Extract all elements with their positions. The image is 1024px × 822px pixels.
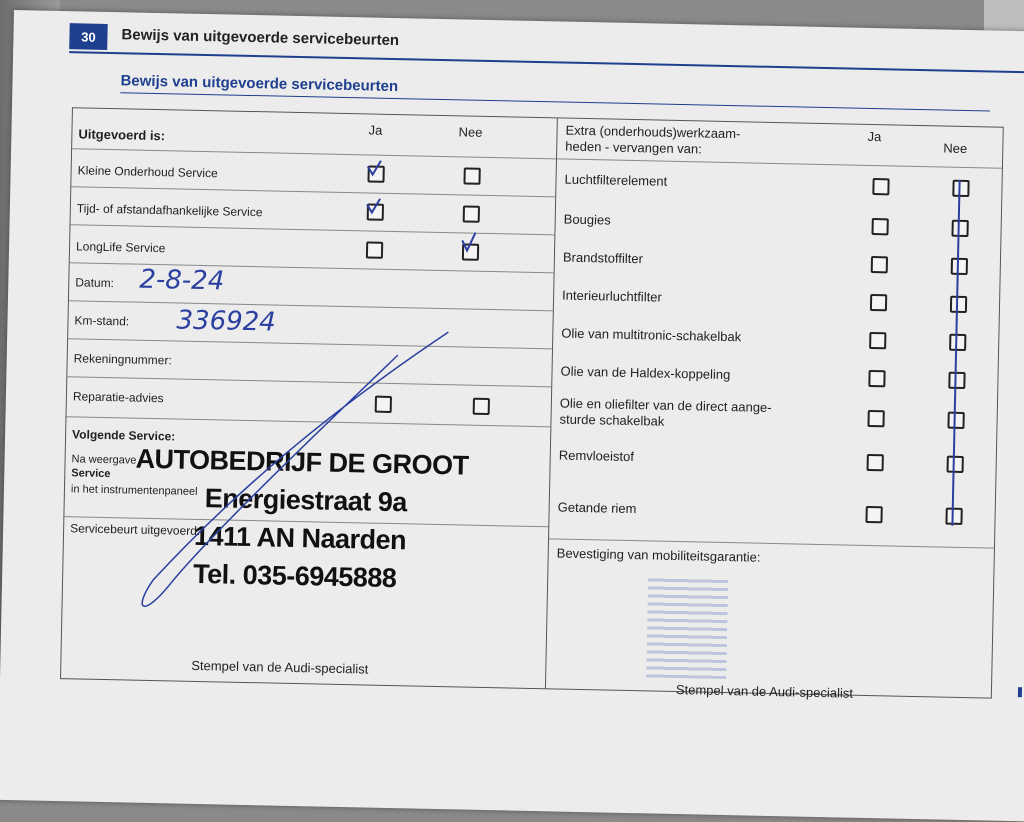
na-weergave-2: Service (71, 467, 111, 481)
row-label: Tijd- of afstandafhankelijke Service (76, 201, 263, 220)
item-brandstoffilter: Brandstoffilter (562, 249, 644, 267)
title-rule (120, 92, 990, 111)
item-interieurluchtfilter: Interieurluchtfilter (561, 287, 663, 305)
item-haldex: Olie van de Haldex-koppeling (560, 363, 731, 383)
right-footer: Stempel van de Audi-specialist (675, 682, 854, 701)
left-header-label: Uitgevoerd is: (78, 126, 166, 144)
edge-mark (1018, 687, 1022, 697)
left-footer: Stempel van de Audi-specialist (191, 657, 369, 677)
item-luchtfilter: Luchtfilterelement (564, 171, 668, 189)
item-olie-oliefilter-line2: sturde schakelbak (559, 411, 665, 429)
km-label: Km-stand: (74, 313, 130, 329)
header-rule (69, 51, 1024, 73)
right-header-line-2: heden - vervangen van: (565, 138, 703, 157)
item-bougies: Bougies (563, 211, 611, 228)
check-mark-3 (462, 232, 475, 250)
mobiliteit-label: Bevestiging van mobiliteitsgarantie: (556, 545, 761, 565)
page-header: Bewijs van uitgevoerde servicebeurten (121, 26, 400, 50)
page-number: 30 (69, 23, 108, 50)
reparatie-label: Reparatie-advies (72, 389, 164, 406)
section-title: Bewijs van uitgevoerde servicebeurten (120, 72, 399, 96)
right-header-ja: Ja (867, 128, 882, 145)
stamp-line-4: Tel. 035-6945888 (192, 558, 397, 594)
uitgevoerd-label: Servicebeurt uitgevoerd: (70, 521, 201, 539)
km-value: 336924 (176, 305, 277, 338)
volgende-label: Volgende Service: (71, 427, 176, 444)
service-form (60, 107, 1004, 701)
stamp-line-3: 1411 AN Naarden (193, 520, 407, 556)
item-multitronic: Olie van multitronic-schakelbak (561, 325, 742, 345)
stamp-line-2: Energiestraat 9a (204, 483, 408, 518)
check-mark-2 (367, 198, 380, 212)
left-header-ja: Ja (368, 122, 383, 138)
ink-overlay (61, 108, 1003, 697)
na-weergave-1: Na weergave (71, 453, 137, 467)
stamp-line-1: AUTOBEDRIJF DE GROOT (135, 443, 469, 481)
row-label: LongLife Service (75, 239, 166, 256)
item-olie-oliefilter: Olie en oliefilter van de direct aange- (559, 395, 772, 415)
rekening-label: Rekeningnummer: (73, 351, 172, 368)
item-getande-riem: Getande riem (557, 499, 637, 517)
row-label: Kleine Onderhoud Service (77, 163, 218, 181)
booklet-page (0, 10, 1024, 822)
right-header-nee: Nee (943, 140, 968, 156)
left-header-nee: Nee (458, 124, 483, 140)
signature (142, 326, 448, 613)
datum-value: 2-8-24 (139, 264, 225, 297)
item-remvloeistof: Remvloeistof (558, 447, 635, 465)
na-weergave-3: in het instrumentenpaneel (70, 483, 198, 498)
check-mark-1 (368, 160, 381, 174)
right-header-line-1: Extra (onderhouds)werkzaam- (565, 122, 741, 142)
datum-label: Datum: (75, 275, 115, 291)
